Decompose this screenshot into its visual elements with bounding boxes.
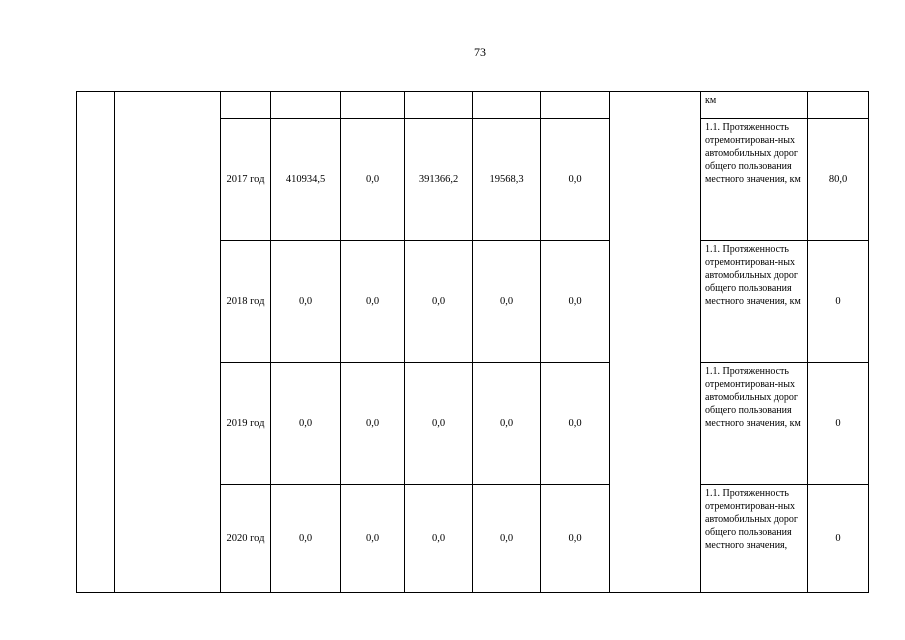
executor-cell [610, 92, 701, 593]
federal-cell: 0,0 [341, 119, 405, 241]
other-cell: 0,0 [541, 363, 610, 485]
total-cell: 0,0 [271, 241, 341, 363]
other-cell: 0,0 [541, 241, 610, 363]
local-cell: 0,0 [473, 363, 541, 485]
total-cell [271, 92, 341, 119]
table-row [77, 92, 869, 119]
target-cell: 0 [808, 485, 869, 593]
regional-cell [405, 92, 473, 119]
other-cell [541, 92, 610, 119]
measure-name-cell [115, 92, 221, 593]
year-cell: 2018 год [221, 241, 271, 363]
year-cell: 2017 год [221, 119, 271, 241]
target-cell [808, 92, 869, 119]
regional-cell: 0,0 [405, 363, 473, 485]
federal-cell: 0,0 [341, 485, 405, 593]
federal-cell: 0,0 [341, 363, 405, 485]
other-cell: 0,0 [541, 485, 610, 593]
year-cell: 2020 год [221, 485, 271, 593]
local-cell: 19568,3 [473, 119, 541, 241]
program-table [76, 91, 869, 593]
federal-cell [341, 92, 405, 119]
indicator-cell: км [701, 92, 808, 119]
regional-cell: 391366,2 [405, 119, 473, 241]
local-cell: 0,0 [473, 241, 541, 363]
target-cell: 0 [808, 363, 869, 485]
indicator-cell: 1.1. Протяженность отремонтирован-ных автомобильных дорог общего пользования местного значения, км [701, 241, 808, 363]
local-cell: 0,0 [473, 485, 541, 593]
regional-cell: 0,0 [405, 485, 473, 593]
year-cell: 2019 год [221, 363, 271, 485]
federal-cell: 0,0 [341, 241, 405, 363]
target-cell: 0 [808, 241, 869, 363]
year-cell [221, 92, 271, 119]
number-cell [77, 92, 115, 593]
other-cell: 0,0 [541, 119, 610, 241]
indicator-cell: 1.1. Протяженность отремонтирован-ных автомобильных дорог общего пользования местного значения, км [701, 363, 808, 485]
target-cell: 80,0 [808, 119, 869, 241]
total-cell: 410934,5 [271, 119, 341, 241]
indicator-cell: 1.1. Протяженность отремонтирован-ных автомобильных дорог общего пользования местного значения, км [701, 119, 808, 241]
total-cell: 0,0 [271, 363, 341, 485]
page-number: 73 [474, 45, 486, 59]
indicator-cell: 1.1. Протяженность отремонтирован-ных автомобильных дорог общего пользования местного значения, [701, 485, 808, 593]
regional-cell: 0,0 [405, 241, 473, 363]
local-cell [473, 92, 541, 119]
total-cell: 0,0 [271, 485, 341, 593]
